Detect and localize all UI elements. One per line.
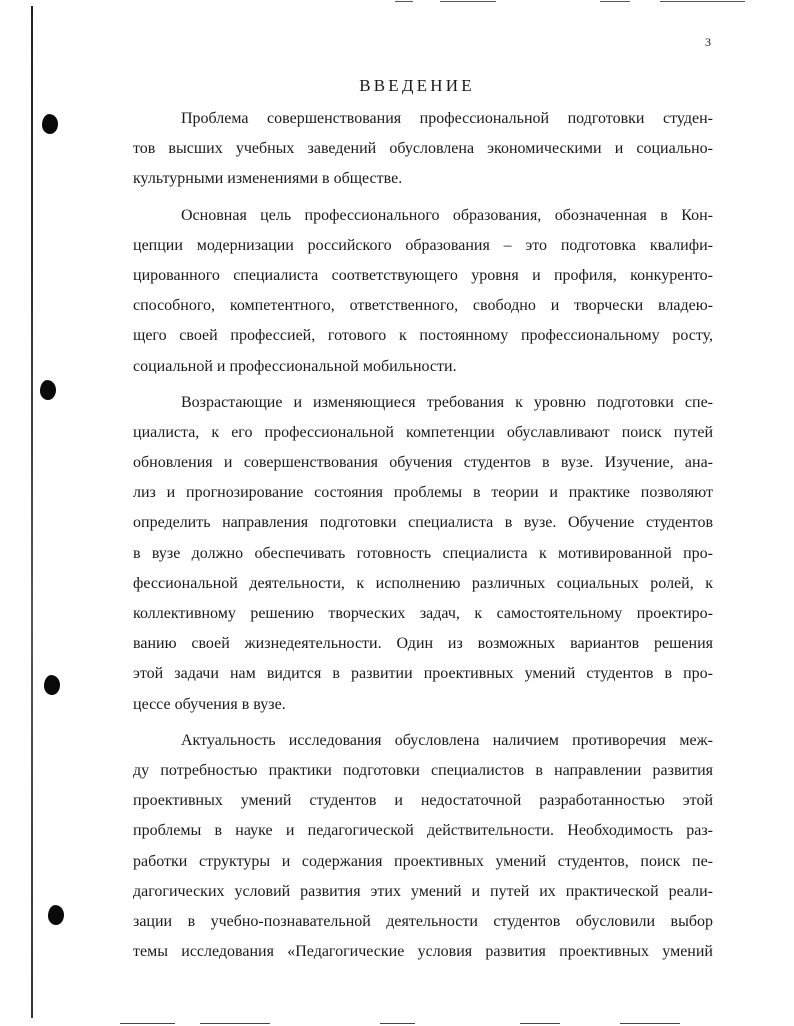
scan-artifact-top [395,1,413,2]
page-edge-shadow [31,6,33,1018]
scan-artifact-bottom [380,1023,415,1024]
text-line: темы исследования «Педагогические условия развития проективных умений [133,943,713,961]
text-line: способного, компетентного, ответственного, свободно и творчески владею- [133,297,713,315]
text-line: Основная цель профессионального образования, обозначенная в Кон- [181,206,713,224]
punch-hole [44,675,60,695]
text-line: в вузе должно обеспечивать готовность специалиста к мотивированной про- [133,544,713,562]
text-line: фессиональной деятельности, к исполнению различных социальных ролей, к [133,574,713,592]
text-line: социальной и профессиональной мобильности. [133,357,457,375]
paragraph [133,388,713,720]
scan-artifact-top [660,1,745,2]
page-title: ВВЕДЕНИЕ [359,76,475,95]
text-line: коллективному решению творческих задач, к самостоятельному проектиро- [133,605,713,622]
text-line: культурными изменениями в обществе. [133,170,403,188]
scan-artifact-bottom [520,1023,560,1024]
paragraph [133,104,713,195]
text-line: определить направления подготовки специалиста в вузе. Обучение студентов [133,514,713,532]
scan-artifact-top [440,1,496,2]
text-line: лиз и прогнозирование состояния проблемы в теории и практике позволяют [133,484,713,502]
text-line: работки структуры и содержания проективных умений студентов, поиск пе- [133,852,713,870]
punch-hole [48,905,64,925]
text-line: ванию своей жизнедеятельности. Один из возможных вариантов решения [133,635,713,653]
text-line: цессе обучения в вузе. [133,695,286,713]
body-text [133,104,713,967]
paragraph [133,726,713,968]
text-line: зации в учебно-познавательной деятельности студентов обусловили выбор [133,912,713,930]
text-line: цепции модернизации российского образования – это подготовка квалифи- [133,236,713,254]
scan-artifact-top [600,1,630,2]
text-line: Проблема совершенствования профессиональной подготовки студен- [181,110,713,127]
text-line: Возрастающие и изменяющиеся требования к уровню подготовки спе- [181,393,713,411]
text-line: проблемы в науке и педагогической действительности. Необходимость раз- [133,822,713,840]
text-line: циалиста, к его профессиональной компетенции обуславливают поиск путей [133,423,713,441]
page-number: 3 [705,35,711,49]
text-line: тов высших учебных заведений обусловлена экономическими и социально- [133,140,713,158]
text-line: щего своей профессией, готового к постоянному профессиональному росту, [133,327,713,345]
text-line: обновления и совершенствования обучения студентов в вузе. Изучение, ана- [133,454,713,472]
text-line: цированного специалиста соответствующего уровня и профиля, конкуренто- [133,266,713,284]
text-line: ду потребностью практики подготовки специалистов в направлении развития [133,761,713,779]
text-line: этой задачи нам видится в развитии проективных умений студентов в про- [133,665,713,683]
text-line: проективных умений студентов и недостаточной разработанностью этой [133,792,713,810]
punch-hole [40,380,56,400]
paragraph [133,201,713,382]
scan-artifact-bottom [120,1023,175,1024]
text-line: дагогических условий развития этих умений и путей их практической реали- [133,882,713,900]
text-line: Актуальность исследования обусловлена наличием противоречия меж- [181,731,713,749]
scan-artifact-bottom [200,1023,270,1024]
punch-hole [42,114,58,134]
scan-artifact-bottom [620,1023,680,1024]
